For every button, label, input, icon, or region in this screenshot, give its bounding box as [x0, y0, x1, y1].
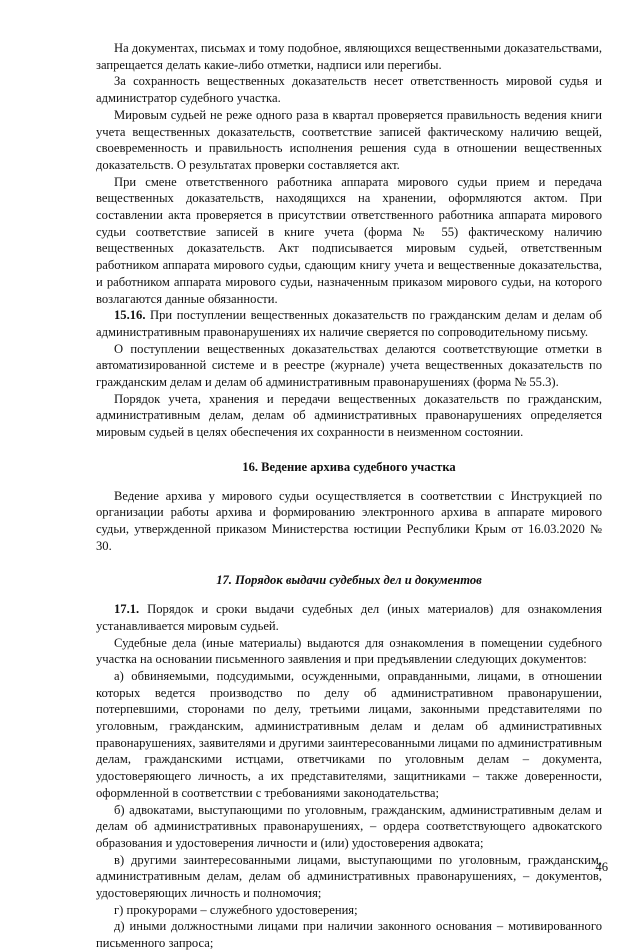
paragraph-responsibility: За сохранность вещественных доказательств несет ответственность мировой судья и администратор судебного участка.	[96, 74, 602, 106]
paragraph-registry-marks: О поступлении вещественных доказательствах делаются соответствующие отметки в автоматизированной системе и в реестре (журнале) учета вещественных доказательств по гражданским делам и делам об административным правонарушениях (форма № 55.3).	[96, 341, 602, 390]
document-page	[96, 40, 602, 952]
section-17-heading: 17. Порядок выдачи судебных дел и документов	[216, 573, 482, 588]
paragraph-15-16	[96, 307, 602, 340]
clause-text-15-16: При поступлении вещественных доказательств по гражданским делам и делам об административным правонарушениях их наличие сверяется по сопроводительному письму.	[96, 308, 602, 339]
paragraph-archive: Ведение архива у мирового судьи осуществляется в соответствии с Инструкцией по организации работы архива и формированию электронного архива в аппарате мирового судьи, утвержденной приказом Министерства юстиции Республики Крым от 16.03.2020 № 30.	[96, 488, 602, 553]
paragraph-issue-basis: Судебные дела (иные материалы) выдаются для ознакомления в помещении судебного участка на основании письменного заявления и при предъявлении следующих документов:	[96, 635, 602, 667]
paragraph-staff-change: При смене ответственного работника аппарата мирового судьи прием и передача вещественных доказательств, находящихся на хранении, оформляются актом. При составлении акта проверяется в присутствии ответственного работника аппарата мирового судьи соответствие записей в книге учета (форма № 55) фактическому наличию вещественных доказательств. Акт подписывается мировым судьей, ответственным работником аппарата мирового судьи, сдающим книгу учета и вещественные доказательства, и работником аппарата мирового судьи, назначенным приказом мирового судьи, на которого возлагаются данные обязанности.	[96, 174, 602, 306]
list-item-v: в) другими заинтересованными лицами, выступающими по уголовным, гражданским, административным делам, делам об административных правонарушениях, – документов, удостоверяющих личность и полномочия;	[96, 852, 602, 901]
paragraph-no-marks: На документах, письмах и тому подобное, являющихся вещественными доказательствами, запрещается делать какие-либо отметки, надписи или перегибы.	[96, 41, 602, 72]
paragraph-17-1	[96, 601, 602, 634]
clause-text-17-1: Порядок и сроки выдачи судебных дел (иных материалов) для ознакомления устанавливается мировым судьей.	[96, 602, 602, 633]
section-16-heading: 16. Ведение архива судебного участка	[242, 459, 456, 474]
list-item-a: а) обвиняемыми, подсудимыми, осужденными, оправданными, лицами, в отношении которых ведется производство по делу об административном правонарушении, потерпевшими, сторонами по делу, третьими лицами, законными представителями по уголовным, гражданским, административным делам и делам об административных правонарушениях, заявителями и другими заинтересованными лицами по административным делам, гражданскими истцами, ответчиками по уголовным делам – документа, удостоверяющего личность, а их представителями, защитниками – также доверенности, оформленной в соответствии с требованиями законодательства;	[96, 668, 602, 800]
list-item-g: г) прокурорами – служебного удостоверения;	[114, 902, 358, 917]
list-item-d: д) иными должностными лицами при наличии законного основания – мотивированного письменного запроса;	[96, 919, 602, 951]
paragraph-quarterly-check: Мировым судьей не реже одного раза в квартал проверяется правильность ведения книги учета вещественных доказательств, соответствие записей фактическому наличию вещей, своевременность и правильность исполнения решения суда в отношении вещественных доказательств. О результатах проверки составляется акт.	[96, 107, 602, 172]
list-item-b: б) адвокатами, выступающими по уголовным, гражданским, административным делам и делам об административных правонарушениях, – ордера соответствующего адвокатского образования и удостоверения личности и (или) удостоверения адвоката;	[96, 802, 602, 850]
paragraph-storage-procedure: Порядок учета, хранения и передачи вещественных доказательств по гражданским, административным делам, делам об административных правонарушениях определяется мировым судьей в целях обеспечения их сохранности в неизменном состоянии.	[96, 391, 602, 440]
clause-number-17-1: 17.1.	[114, 602, 140, 617]
clause-number-15-16: 15.16.	[114, 308, 146, 323]
page-number: 46	[595, 860, 608, 874]
